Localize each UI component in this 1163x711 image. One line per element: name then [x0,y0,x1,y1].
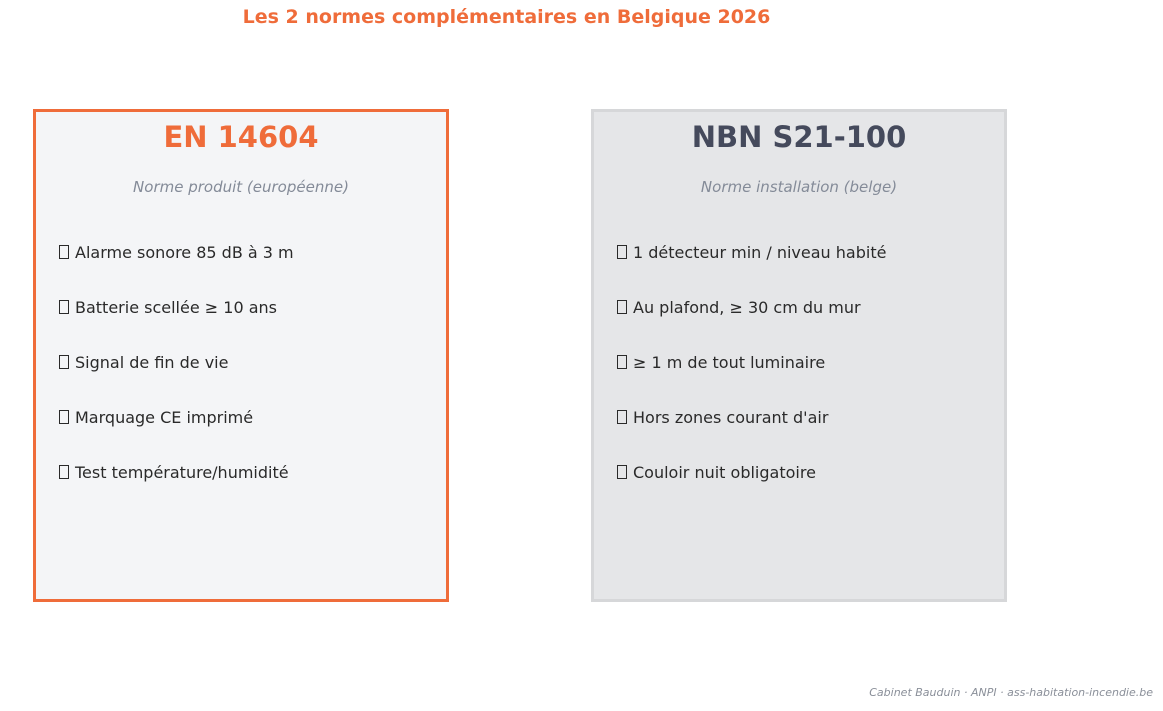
bullet-icon [59,300,69,314]
card-nbn-s21-100 [591,109,1007,602]
list-item [59,407,294,462]
list-item [617,407,886,462]
list-item [617,297,886,352]
card-en-14604 [33,109,449,602]
bullet-icon [617,245,627,259]
list-item-label: Marquage CE imprimé [75,408,254,427]
card-title: EN 14604 [163,120,319,154]
list-item-label: ≥ 1 m de tout luminaire [633,353,826,372]
bullet-icon [617,465,627,479]
list-item [59,352,294,407]
requirements-list [59,242,294,517]
bullet-icon [617,410,627,424]
bullet-icon [59,410,69,424]
card-subtitle: Norme produit (européenne) [133,178,349,196]
list-item-label: Test température/humidité [75,463,289,482]
list-item-label: Signal de fin de vie [75,353,229,372]
list-item [59,297,294,352]
list-item-label: Couloir nuit obligatoire [633,463,816,482]
list-item [617,462,886,517]
list-item-label: Hors zones courant d'air [633,408,829,427]
list-item [617,352,886,407]
bullet-icon [59,355,69,369]
requirements-list [617,242,886,517]
list-item-label: Alarme sonore 85 dB à 3 m [75,243,294,262]
bullet-icon [617,355,627,369]
list-item-label: Au plafond, ≥ 30 cm du mur [633,298,861,317]
page-title: Les 2 normes complémentaires en Belgique 2026 [242,6,771,28]
list-item-label: 1 détecteur min / niveau habité [633,243,887,262]
list-item-label: Batterie scellée ≥ 10 ans [75,298,277,317]
card-subtitle: Norme installation (belge) [700,178,898,196]
footer-credits: Cabinet Bauduin · ANPI · ass-habitation-incendie.be [869,686,1153,699]
card-title: NBN S21-100 [691,120,907,154]
bullet-icon [617,300,627,314]
list-item [617,242,886,297]
bullet-icon [59,245,69,259]
list-item [59,462,294,517]
list-item [59,242,294,297]
bullet-icon [59,465,69,479]
